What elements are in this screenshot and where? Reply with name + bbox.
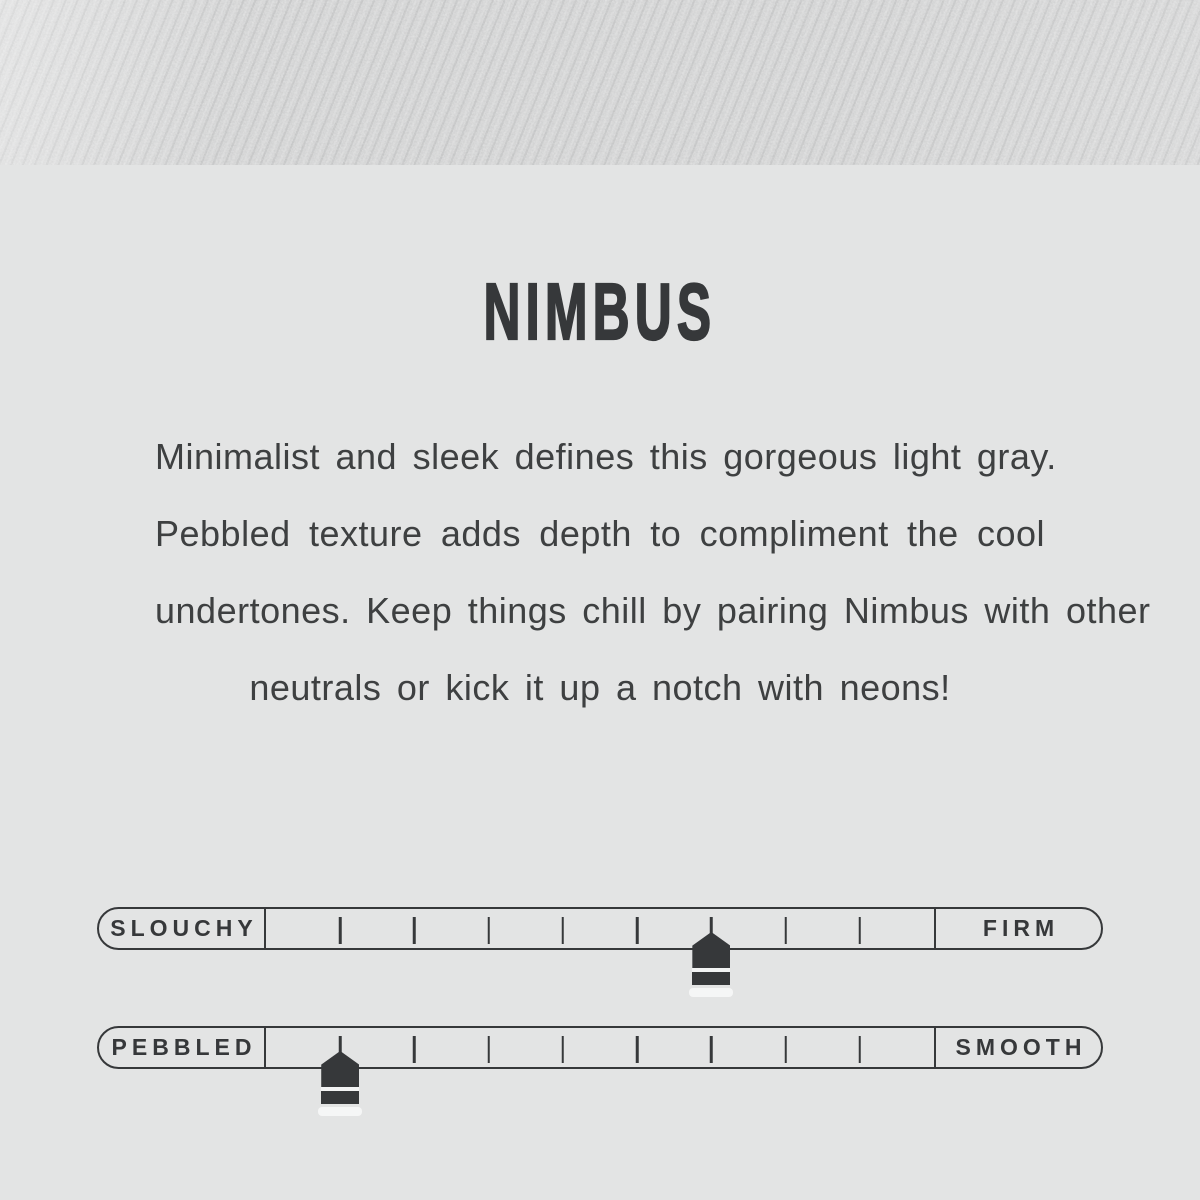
leather-texture-banner	[0, 0, 1200, 165]
marker-highlight	[689, 988, 733, 997]
scale-track	[264, 1028, 936, 1067]
tick-mark	[859, 917, 862, 944]
marker-highlight	[318, 1107, 362, 1116]
firmness-scale	[97, 907, 1103, 950]
page-title: NIMBUS	[483, 267, 717, 356]
scale-label-left: PEBBLED	[111, 1034, 257, 1060]
marker-pointer-icon	[321, 1051, 359, 1087]
marker-pointer-icon	[692, 932, 730, 968]
scale-label-right: FIRM	[982, 915, 1060, 941]
marker-base	[692, 968, 730, 985]
tick-mark	[636, 1036, 639, 1063]
scale-marker	[692, 932, 730, 997]
scale-track	[264, 909, 936, 948]
scale-label-left: SLOUCHY	[110, 915, 258, 941]
tick-mark	[562, 1036, 565, 1063]
marker-base	[321, 1087, 359, 1104]
scale-marker	[321, 1051, 359, 1116]
description-line: Minimalist and sleek defines this gorgeous light gray.	[155, 436, 1057, 477]
tick-mark	[487, 917, 490, 944]
description-line: neutrals or kick it up a notch with neons!	[249, 667, 951, 708]
tick-mark	[784, 917, 787, 944]
tick-mark	[784, 1036, 787, 1063]
tick-mark	[636, 917, 639, 944]
description-line: undertones. Keep things chill by pairing Nimbus with other	[155, 590, 1151, 631]
tick-mark	[413, 1036, 416, 1063]
tick-mark	[487, 1036, 490, 1063]
tick-mark	[562, 917, 565, 944]
product-description	[155, 418, 1151, 726]
tick-mark	[859, 1036, 862, 1063]
leather-sheen	[0, 0, 1200, 165]
description-line: Pebbled texture adds depth to compliment the cool	[155, 513, 1045, 554]
tick-mark	[413, 917, 416, 944]
scale-label-right: SMOOTH	[955, 1034, 1087, 1060]
texture-scale	[97, 1026, 1103, 1069]
title-row	[0, 267, 1200, 356]
tick-mark	[339, 917, 342, 944]
tick-mark	[710, 1036, 713, 1063]
